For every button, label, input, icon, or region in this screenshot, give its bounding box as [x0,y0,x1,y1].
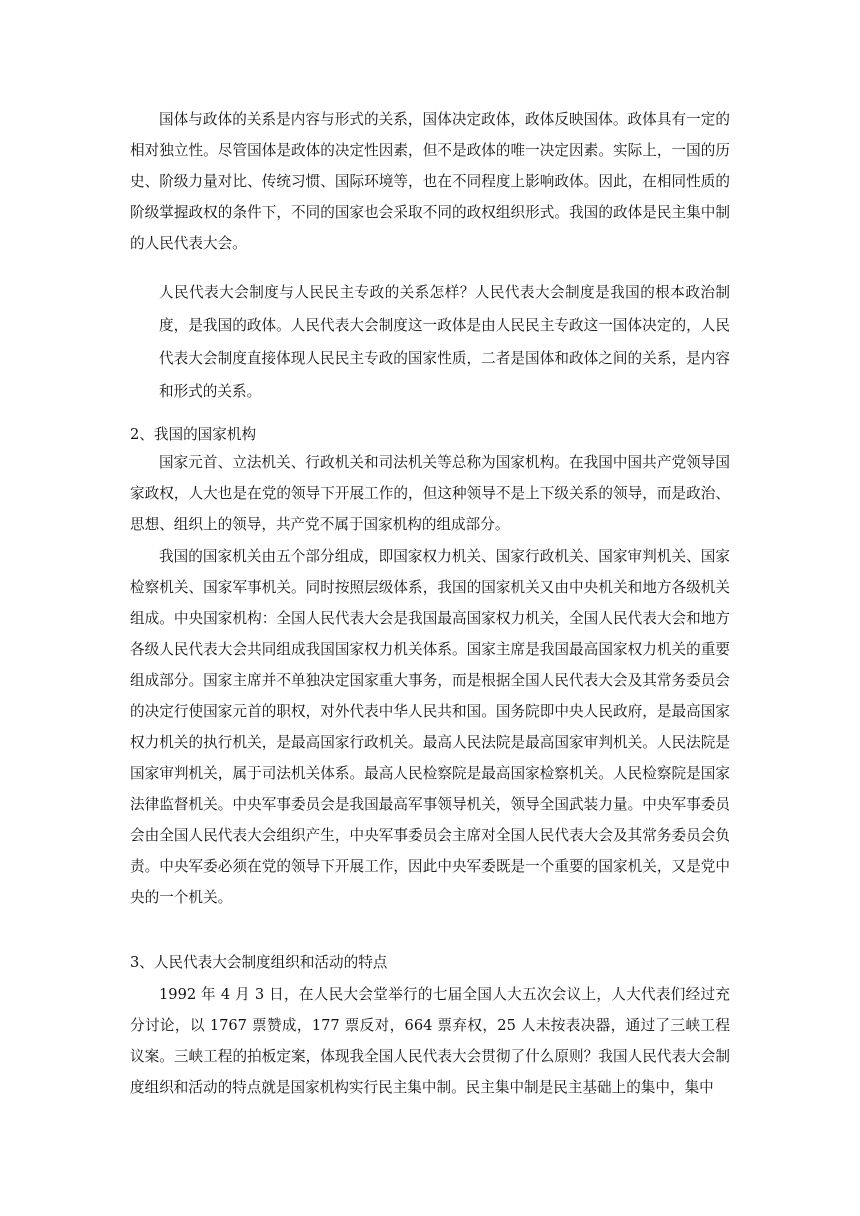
section-heading-state-organs: 2、我国的国家机构 [130,426,257,443]
section-heading-npc-features: 3、人民代表大会制度组织和活动的特点 [130,954,388,971]
paragraph-state-organs-composition: 我国的国家机关由五个部分组成，即国家权力机关、国家行政机关、国家审判机关、国家检察机关、国家军事机关。同时按照层级体系，我国的国家机关又由中央机关和地方各级机关组成。中央国家机构：全国人民代表大会是我国最高国家权力机关，全国人民代表大会和地方各级人民代表大会共同组成我国国家权力机关体系。国家主席是我国最高国家权力机关的重要组成部分。国家主席并不单独决定国家重大事务，而是根据全国人民代表大会及其常务委员会的决定行使国家元首的职权，对外代表中华人民共和国。国务院即中央人民政府，是最高国家权力机关的执行机关，是最高国家行政机关。最高人民法院是最高国家审判机关。人民法院是国家审判机关，属于司法机关体系。最高人民检察院是最高国家检察机关。人民检察院是国家法律监督机关。中央军事委员会是我国最高军事领导机关，领导全国武装力量。中央军事委员会由全国人民代表大会组织产生，中央军事委员会主席对全国人民代表大会及其常务委员会负责。中央军委必须在党的领导下开展工作，因此中央军委既是一个重要的国家机关，又是党中央的一个机关。 [130,548,730,906]
paragraph-state-organs-intro: 国家元首、立法机关、行政机关和司法机关等总称为国家机构。在我国中国共产党领导国家政权，人大也是在党的领导下开展工作的，但这种领导不是上下级关系的领导，而是政治、思想、组织上的领导，共产党不属于国家机构的组成部分。 [130,454,730,533]
paragraph-state-system-relation: 国体与政体的关系是内容与形式的关系，国体决定政体，政体反映国体。政体具有一定的相对独立性。尽管国体是政体的决定性因素，但不是政体的唯一决定因素。实际上，一国的历史、阶级力量对比、传统习惯、国际环境等，也在不同程度上影响政体。因此，在相同性质的阶级掌握政权的条件下，不同的国家也会采取不同的政权组织形式。我国的政体是民主集中制的人民代表大会。 [130,111,730,252]
paragraph-npc-relation: 人民代表大会制度与人民民主专政的关系怎样？人民代表大会制度是我国的根本政治制度，是我国的政体。人民代表大会制度这一政体是由人民民主专政这一国体决定的，人民代表大会制度直接体现人民民主专政的国家性质，二者是国体和政体之间的关系，是内容和形式的关系。 [159,284,730,400]
paragraph-three-gorges: 1992 年 4 月 3 日，在人民大会堂举行的七届全国人大五次会议上，人大代表们经过充分讨论，以 1767 票赞成，177 票反对，664 票弃权，25 人未按表决器，通过了三峡工程议案。三峡工程的拍板定案，体现我全国人民代表大会贯彻了什么原则？我国人民代表大会制度组织和活动的特点就是国家机构实行民主集中制。民主集中制是民主基础上的集中，集中 [130,986,730,1096]
